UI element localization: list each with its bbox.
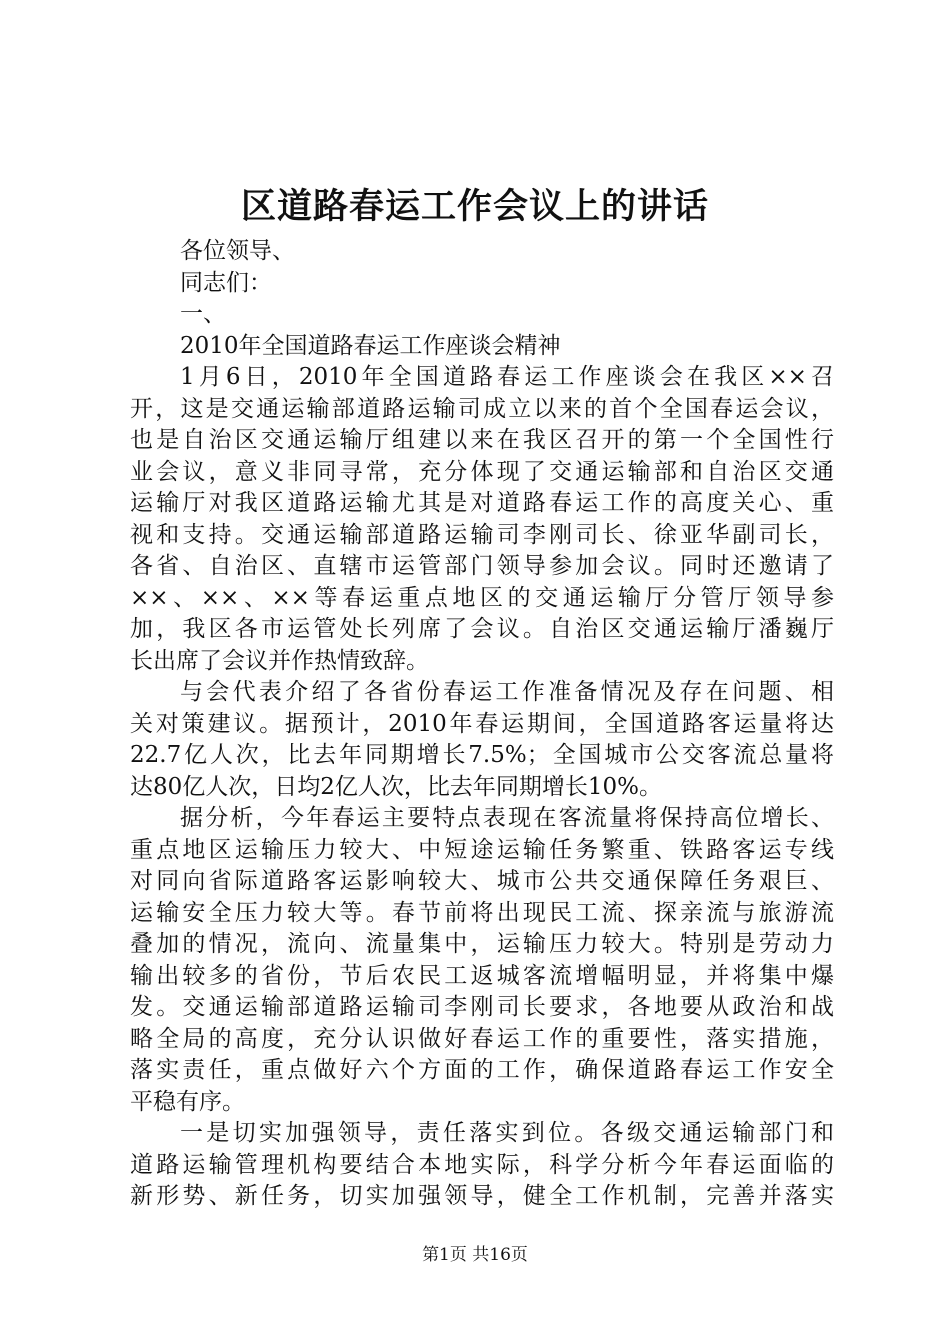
text-line: 道路运输管理机构要结合本地实际，科学分析今年春运面临的 xyxy=(130,1151,834,1178)
text-line: 业会议，意义非同寻常，充分体现了交通运输部和自治区交通 xyxy=(130,458,834,485)
document-title: 区道路春运工作会议上的讲话 xyxy=(240,186,709,227)
document-body xyxy=(130,236,834,1213)
text-line: ××、××、××等春运重点地区的交通运输厅分管厅领导参 xyxy=(130,584,834,611)
text-line: 新形势、新任务，切实加强领导，健全工作机制，完善并落实 xyxy=(130,1183,834,1209)
text-line: 重点地区运输压力较大、中短途运输任务繁重、铁路客运专线 xyxy=(130,836,834,863)
text-line: 也是自治区交通运输厅组建以来在我区召开的第一个全国性行 xyxy=(130,427,834,453)
text-line: 运输厅对我区道路运输尤其是对道路春运工作的高度关心、重 xyxy=(130,490,834,516)
text-line: 加，我区各市运管处长列席了会议。自治区交通运输厅潘巍厅 xyxy=(130,616,834,642)
text-line: 与会代表介绍了各省份春运工作准备情况及存在问题、相 xyxy=(180,679,834,705)
page-footer: 第1页 共16页 xyxy=(422,1245,528,1265)
text-line: 一、 xyxy=(180,301,226,327)
text-line: 一是切实加强领导，责任落实到位。各级交通运输部门和 xyxy=(180,1120,834,1146)
text-line: 略全局的高度，充分认识做好春运工作的重要性，落实措施， xyxy=(130,1025,834,1052)
text-line: 达80亿人次，日均2亿人次，比去年同期增长10%。 xyxy=(130,773,663,800)
text-line: 平稳有序。 xyxy=(130,1088,245,1115)
text-line: 据分析，今年春运主要特点表现在客流量将保持高位增长、 xyxy=(180,805,834,831)
text-line: 输出较多的省份，节后农民工返城客流增幅明显，并将集中爆 xyxy=(130,962,834,989)
text-line: 运输安全压力较大等。春节前将出现民工流、探亲流与旅游流 xyxy=(130,899,834,926)
text-line: 叠加的情况，流向、流量集中，运输压力较大。特别是劳动力 xyxy=(130,931,834,957)
text-line: 22.7亿人次，比去年同期增长7.5%；全国城市公交客流总量将 xyxy=(130,742,834,768)
text-line: 2010年全国道路春运工作座谈会精神 xyxy=(180,332,561,359)
text-line: 各位领导、 xyxy=(180,238,295,264)
text-line: 同志们： xyxy=(180,269,272,296)
text-line: 1月6日，2010年全国道路春运工作座谈会在我区××召 xyxy=(180,364,834,390)
text-line: 对同向省际道路客运影响较大、城市公共交通保障任务艰巨、 xyxy=(130,868,834,894)
text-line: 关对策建议。据预计，2010年春运期间，全国道路客运量将达 xyxy=(130,710,834,737)
text-line: 发。交通运输部道路运输司李刚司长要求，各地要从政治和战 xyxy=(130,994,834,1020)
text-line: 开，这是交通运输部道路运输司成立以来的首个全国春运会议， xyxy=(130,395,834,422)
text-line: 长出席了会议并作热情致辞。 xyxy=(130,647,429,674)
text-line: 落实责任，重点做好六个方面的工作，确保道路春运工作安全 xyxy=(130,1057,834,1083)
text-line: 视和支持。交通运输部道路运输司李刚司长、徐亚华副司长， xyxy=(130,521,834,548)
text-line: 各省、自治区、直辖市运管部门领导参加会议。同时还邀请了 xyxy=(130,553,834,579)
